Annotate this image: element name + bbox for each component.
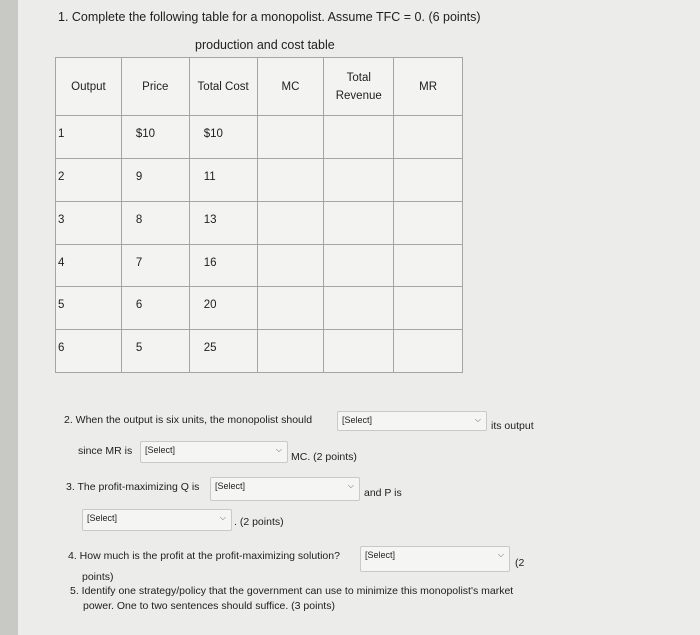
chevron-down-icon: ⌵	[347, 481, 354, 490]
cell-mr[interactable]	[394, 201, 463, 244]
cell-mc[interactable]	[257, 244, 324, 287]
cell-total-revenue[interactable]	[324, 244, 394, 287]
cell-mc[interactable]	[257, 116, 324, 159]
cell-total-revenue[interactable]	[324, 116, 394, 159]
cell-output: 6	[56, 330, 122, 373]
table-header-row	[56, 58, 463, 116]
question-2-text: 2. When the output is six units, the monopolist should	[64, 414, 313, 426]
cell-mc[interactable]	[257, 287, 324, 330]
cell-total-cost: 25	[189, 330, 257, 373]
header-total-revenue	[324, 58, 394, 116]
mr-comparison-dropdown[interactable]	[140, 441, 288, 463]
table-caption: production and cost table	[195, 38, 335, 52]
cell-mc[interactable]	[257, 330, 324, 373]
cell-mr[interactable]	[394, 287, 463, 330]
question-5-line2: power. One to two sentences should suffice. (3 points)	[83, 600, 335, 612]
table-row	[56, 287, 463, 330]
cell-mr[interactable]	[394, 330, 463, 373]
cell-price: 5	[121, 330, 189, 373]
cell-total-cost: 20	[189, 287, 257, 330]
cell-output: 1	[56, 116, 122, 159]
dropdown-value: [Select]	[87, 513, 118, 523]
question-4-points: (2	[515, 557, 525, 569]
question-3-text: 3. The profit-maximizing Q is	[66, 481, 200, 493]
cell-mc[interactable]	[257, 201, 324, 244]
cell-output: 4	[56, 244, 122, 287]
cell-price: 6	[121, 287, 189, 330]
profit-max-q-dropdown[interactable]	[210, 477, 360, 501]
cell-price: 8	[121, 201, 189, 244]
header-total-cost: Total Cost	[189, 58, 257, 116]
table-row	[56, 158, 463, 201]
cell-mr[interactable]	[394, 158, 463, 201]
dropdown-value: [Select]	[145, 445, 176, 455]
chevron-down-icon: ⌵	[497, 550, 504, 559]
profit-max-p-dropdown[interactable]	[82, 509, 232, 531]
cell-mr[interactable]	[394, 116, 463, 159]
cell-mc[interactable]	[257, 158, 324, 201]
output-action-dropdown[interactable]	[337, 411, 487, 431]
cell-total-revenue[interactable]	[324, 201, 394, 244]
header-price: Price	[121, 58, 189, 116]
table-row	[56, 244, 463, 287]
cell-total-revenue[interactable]	[324, 330, 394, 373]
cell-total-revenue[interactable]	[324, 158, 394, 201]
dropdown-value: [Select]	[342, 415, 373, 425]
chevron-down-icon: ⌵	[474, 415, 481, 424]
dropdown-value: [Select]	[365, 550, 396, 560]
header-mr: MR	[394, 58, 463, 116]
cell-mr[interactable]	[394, 244, 463, 287]
question-2-end: MC. (2 points)	[291, 451, 357, 463]
profit-dropdown[interactable]	[360, 546, 510, 572]
chevron-down-icon: ⌵	[219, 513, 226, 522]
cell-price: 7	[121, 244, 189, 287]
cell-total-cost: 16	[189, 244, 257, 287]
production-cost-table	[55, 57, 463, 373]
since-mr-label: since MR is	[78, 445, 133, 457]
table-row	[56, 330, 463, 373]
cell-output: 3	[56, 201, 122, 244]
question-4-text: 4. How much is the profit at the profit-maximizing solution?	[68, 550, 340, 562]
header-mc: MC	[257, 58, 324, 116]
question-2-suffix: its output	[491, 420, 534, 432]
header-total-revenue-line1: Total	[346, 71, 371, 84]
table-row	[56, 201, 463, 244]
cell-price: $10	[121, 116, 189, 159]
question-4-points-cont: points)	[82, 571, 114, 583]
cell-output: 2	[56, 158, 122, 201]
and-p-label: and P is	[364, 487, 402, 499]
header-total-revenue-line2: Revenue	[335, 89, 382, 102]
page-edge-shadow	[0, 0, 18, 635]
header-output: Output	[56, 58, 122, 116]
cell-total-cost: 13	[189, 201, 257, 244]
chevron-down-icon: ⌵	[275, 445, 282, 454]
question-5-line1: 5. Identify one strategy/policy that the government can use to minimize this monopolist's market	[70, 585, 514, 597]
question-3-end: . (2 points)	[234, 516, 284, 528]
cell-total-cost: $10	[189, 116, 257, 159]
dropdown-value: [Select]	[215, 481, 246, 491]
cell-total-cost: 11	[189, 158, 257, 201]
cell-price: 9	[121, 158, 189, 201]
cell-output: 5	[56, 287, 122, 330]
table-row	[56, 116, 463, 159]
question-1-title: 1. Complete the following table for a monopolist. Assume TFC = 0. (6 points)	[58, 10, 481, 24]
cell-total-revenue[interactable]	[324, 287, 394, 330]
